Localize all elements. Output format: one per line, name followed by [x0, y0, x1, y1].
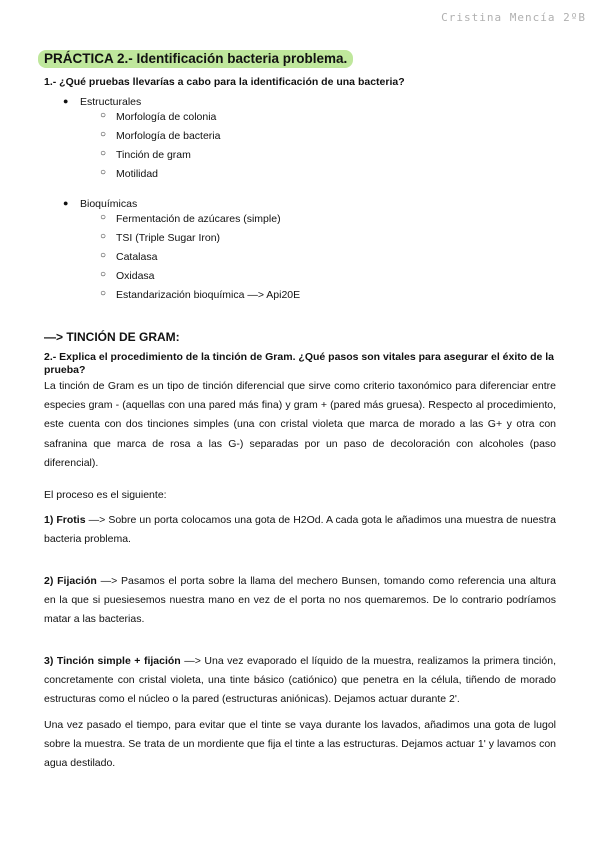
step-2	[44, 572, 556, 630]
question-1: 1.- ¿Qué pruebas llevarías a cabo para la identificación de una bacteria?	[44, 76, 405, 88]
circle-bullet-icon: ○	[100, 250, 107, 261]
practice-title: PRÁCTICA 2.- Identificación bacteria problema.	[38, 50, 353, 68]
process-intro: El proceso es el siguiente:	[44, 489, 167, 501]
step-label: 2) Fijación	[44, 575, 97, 587]
circle-bullet-icon: ○	[100, 110, 107, 121]
question-2: 2.- Explica el procedimiento de la tinción de Gram. ¿Qué pasos son vitales para asegurar el éxito de la prueba?	[44, 351, 555, 376]
section-heading: —> TINCIÓN DE GRAM:	[44, 330, 180, 344]
bullet-icon: ●	[63, 198, 69, 208]
step-3	[44, 652, 556, 710]
intro-paragraph: La tinción de Gram es un tipo de tinción diferencial que sirve como criterio taxonómico para diferenciar entre especies gram - (aquellas con una pared más fina) y gram + (pared más gruesa). Respecto al procedimiento, este cuenta con dos tinciones simples (una con cristal violeta que marca de morado a las G+ y otra con safranina que marca de rosa a las G-) separadas por un paso de decoloración con alcoholes (paso diferencial).	[44, 380, 556, 469]
circle-bullet-icon: ○	[100, 288, 107, 299]
circle-bullet-icon: ○	[100, 167, 107, 178]
author-header: Cristina Mencía 2ºB	[441, 11, 586, 24]
step-label: 3) Tinción simple + fijación	[44, 655, 181, 667]
bullet-icon: ●	[63, 96, 69, 106]
step-text: —> Sobre un porta colocamos una gota de H2Od. A cada gota le añadimos una muestra de nuestra bacteria problema.	[44, 514, 557, 546]
circle-bullet-icon: ○	[100, 269, 107, 280]
circle-bullet-icon: ○	[100, 231, 107, 242]
step-1	[44, 511, 556, 549]
step-text: —> Una vez evaporado el líquido de la muestra, realizamos la primera tinción, concretamente con cristal violeta, una tinte básico (catiónico) que penetra en la célula, tiñendo de morado estructuras como el núcleo o la pared (estructuras aniónicas). Dejamos actuar durante 2'.	[44, 655, 556, 706]
circle-bullet-icon: ○	[100, 148, 107, 159]
step-text: —> Pasamos el porta sobre la llama del mechero Bunsen, tomando como referencia una altura en la que si puesiesemos nuestra mano en vez de el porta no nos quemaremos. De lo contrario podríamos matar a las bacterias.	[44, 575, 556, 626]
circle-bullet-icon: ○	[100, 212, 107, 223]
circle-bullet-icon: ○	[100, 129, 107, 140]
group-label: Estructurales	[80, 96, 142, 108]
final-paragraph: Una vez pasado el tiempo, para evitar que el tinte se vaya durante los lavados, añadimos una gota de lugol sobre la muestra. Se trata de un mordiente que fija el tinte a las estructuras. Dejamos actuar 1' y lavamos con agua destilado.	[44, 719, 556, 770]
group-label: Bioquímicas	[80, 198, 138, 210]
step-label: 1) Frotis	[44, 514, 86, 526]
